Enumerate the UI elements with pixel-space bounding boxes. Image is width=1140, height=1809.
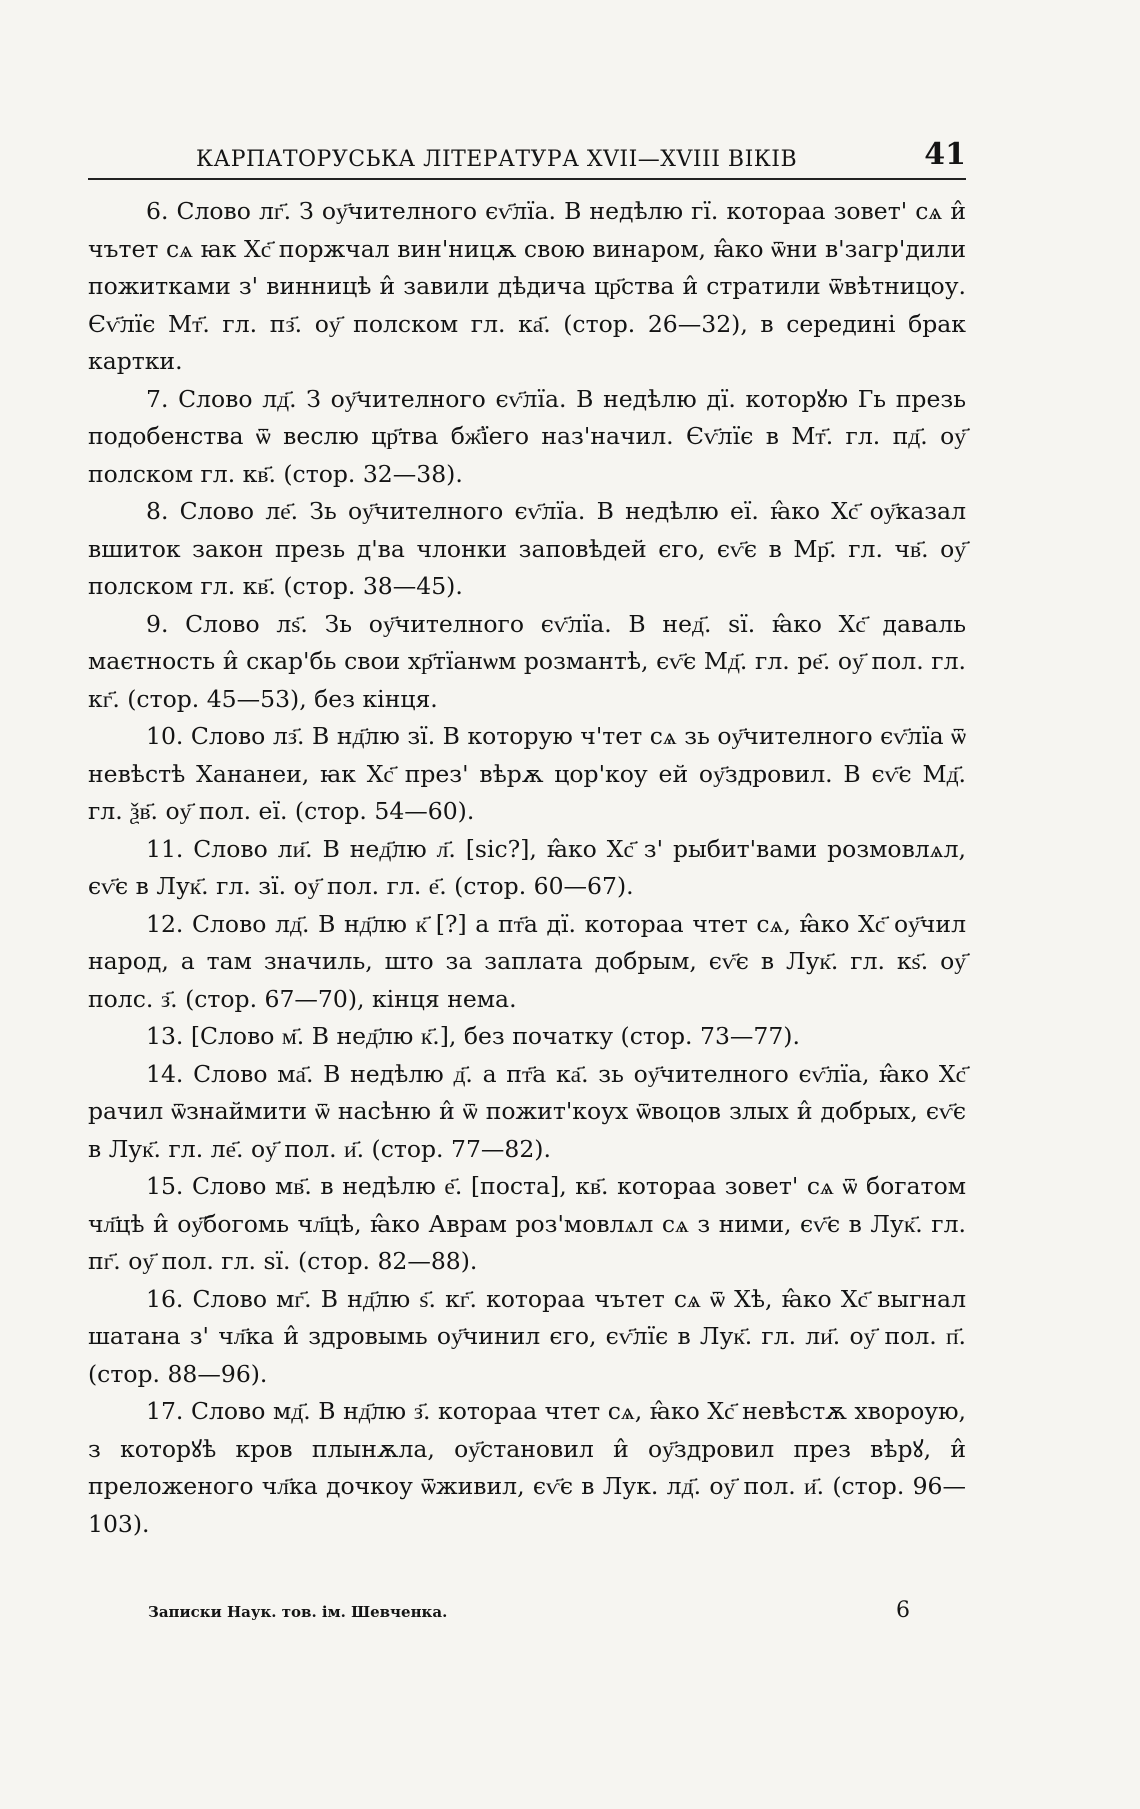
page-number: 41 [924,137,966,172]
entry-12: 12. Слово лд҃. В нд҃лю к҃ [?] а пт҃а дї. котораа чтет сѧ, ꙗ̂ко Хс҃ оу҃чил народ, а там значиль, што за заплата добрым, єѵ҃є в Лук҃. гл. кѕ҃. оу҃ полс. з҃. (стор. 67—70), кінця нема. [88,909,966,1013]
entry-13: 13. [Слово м҃. В нед҃лю к҃.], без початку (стор. 73—77). [146,1022,800,1050]
signature-mark: 6 [896,1598,910,1623]
page-footer [88,1598,966,1623]
entry-6: 6. Слово лг҃. З оу҃чителного єѵ҃лїа. В недѣлю гї. котораа зовет' сѧ и̂ чътет сѧ ꙗк Хс҃ поржчал вин'ницѫ свою винаром, ꙗ̂ко ѿни в'загр'дили пожитками з' винницѣ и̂ завили дѣдича цр҃ства и̂ стратили ѿвѣтницоу. Єѵ҃лїє Мт҃. гл. пз҃. оу҃ полском гл. ка҃. (стор. 26—32), в середині брак картки. [88,197,966,375]
header-rule [88,178,966,180]
page-header [88,137,966,172]
entry-10: 10. Слово лз҃. В нд҃лю зї. В которую ч'тет сѧ зь оу҃чителного єѵ҃лїа ѿ невѣстѣ Хананеи, ꙗк Хс҃ през' вѣрѫ цор'коу ей оу҃здровил. В єѵ҃є Мд҃. гл. ѯв҃. оу҃ пол. еї. (стор. 54—60). [88,722,966,825]
entry-11: 11. Слово ли҃. В нед҃лю л҃. [sic?], ꙗ̂ко Хс҃ з' рыбит'вами розмовлѧл, єѵ҃є в Лук҃. гл. зї. оу҃ пол. гл. е҃. (стор. 60—67). [88,834,966,900]
entry-9: 9. Слово лѕ҃. Зь оу҃чителного єѵ҃лїа. В нед҃. ѕї. ꙗ̂ко Хс҃ даваль маєтность и̂ скар'бь свои хр҃тїанѡм розмантѣ, єѵ҃є Мд҃. гл. ре҃. оу҃ пол. гл. кг҃. (стор. 45—53), без кінця. [88,609,966,713]
entry-15: 15. Слово мв҃. в недѣлю е҃. [поста], кв҃. котораа зовет' сѧ ѿ богатом чл҃цѣ и̂ оу҃богомь чл҃цѣ, ꙗ̂ко Аврам роз'мовлѧл сѧ з ними, єѵ҃є в Лук҃. гл. пг҃. оу҃ пол. гл. ѕї. (стор. 82—88). [88,1172,966,1275]
running-head: КАРПАТОРУСЬКА ЛІТЕРАТУРА XVII—XVIII ВІКІВ [196,147,798,172]
entry-16: 16. Слово мг҃. В нд҃лю ѕ҃. кг҃. котораа чътет сѧ ѿ Хѣ, ꙗ̂ко Хс҃ выгнал шатана з' чл҃ка и̂ здровымь оу҃чинил єго, єѵ҃лїє в Лук҃. гл. ли҃. оу҃ пол. п҃. (стор. 88—96). [88,1284,966,1388]
entry-7: 7. Слово лд҃. З оу҃чителного єѵ҃лїа. В недѣлю дї. которꙋю Гь презь подобенства ѿ веслю цр҃тва бж҃їего наз'начил. Єѵ҃лїє в Мт҃. гл. пд҃. оу҃ полском гл. кв҃. (стор. 32—38). [88,384,966,488]
entry-17: 17. Слово мд҃. В нд҃лю з҃. котораа чтет сѧ, ꙗ̂ко Хс҃ невѣстѫ хвороую, з которꙋѣ кров плынѫла, оу҃становил и̂ оу҃здровил през вѣрꙋ, и̂ преложеного чл҃ка дочкоу ѿживил, єѵ҃є в Лук. лд҃. оу҃ пол. и҃. (стор. 96—103). [88,1397,966,1538]
footer-note: Записки Наук. тов. ім. Шевченка. [148,1603,448,1621]
entry-14: 14. Слово ма҃. В недѣлю д҃. а пт҃а ка҃. зь оу҃чителного єѵ҃лїа, ꙗ̂ко Хс҃ рачил ѿзнаймити ѿ насѣню и̂ ѿ пожит'коух ѿвоцов злых и̂ добрых, єѵ҃є в Лук҃. гл. ле҃. оу҃ пол. и҃. (стор. 77—82). [88,1059,966,1163]
entries-list [88,193,966,1543]
entry-8: 8. Слово ле҃. Зь оу҃чителного єѵ҃лїа. В недѣлю еї. ꙗ̂ко Хс҃ оу҃казал вшиток закон презь д'ва члонки заповѣдей єго, єѵ҃є в Мр҃. гл. чв҃. оу҃ полском гл. кв҃. (стор. 38—45). [88,497,966,600]
